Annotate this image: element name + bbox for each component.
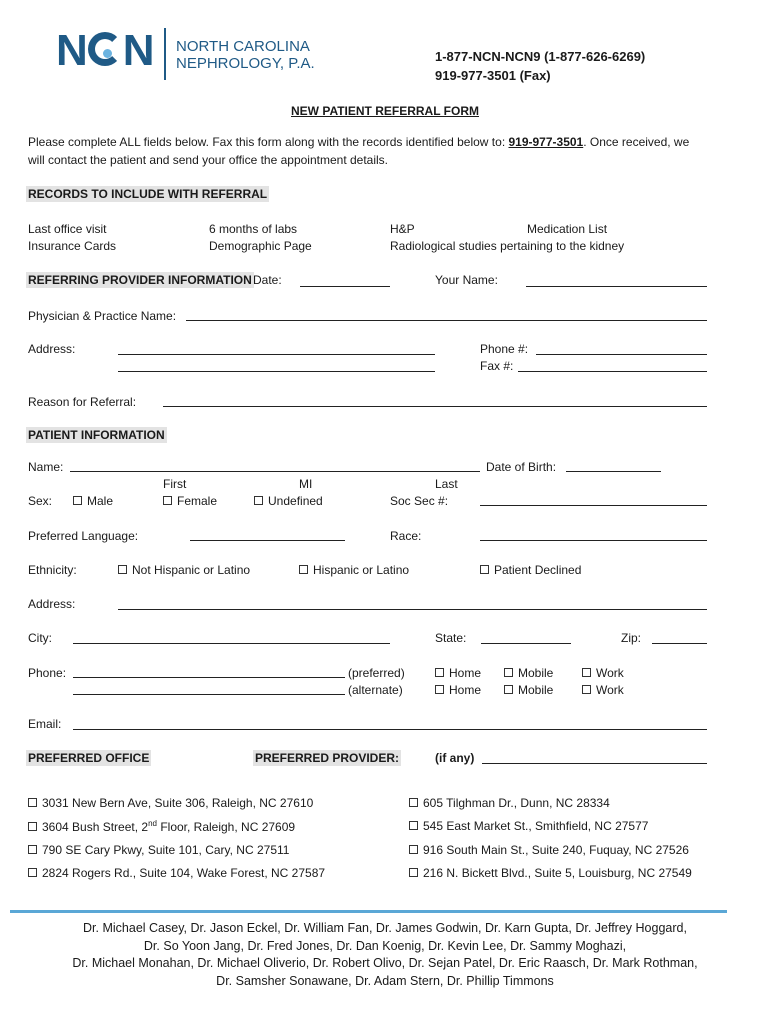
physician-list (0, 920, 770, 990)
name-last-caption: Last (435, 477, 458, 491)
office-option[interactable]: 605 Tilghman Dr., Dunn, NC 28334 (409, 796, 610, 810)
checkbox-icon[interactable] (118, 565, 127, 574)
checkbox-icon[interactable] (73, 496, 82, 505)
intro-line2: will contact the patient and send your office the appointment details. (28, 153, 389, 167)
contact-fax: 919-977-3501 (Fax) (435, 68, 551, 83)
patient-phone-alternate-field[interactable] (73, 694, 345, 695)
checkbox-icon[interactable] (435, 685, 444, 694)
office-option[interactable]: 790 SE Cary Pkwy, Suite 101, Cary, NC 27511 (28, 843, 289, 857)
checkbox-icon[interactable] (28, 868, 37, 877)
checkbox-icon[interactable] (409, 821, 418, 830)
checkbox-icon[interactable] (28, 798, 37, 807)
checkbox-icon[interactable] (582, 685, 591, 694)
office-option[interactable]: 3604 Bush Street, 2nd Floor, Raleigh, NC 27609 (28, 819, 295, 834)
name-mi-caption: MI (299, 477, 313, 491)
dob-field[interactable] (566, 471, 661, 472)
record-item: Demographic Page (209, 239, 312, 253)
checkbox-icon[interactable] (28, 822, 37, 831)
ethnicity-option-hispanic[interactable]: Hispanic or Latino (299, 563, 409, 577)
record-item: H&P (390, 222, 415, 236)
physician-list-line: Dr. So Yoon Jang, Dr. Fred Jones, Dr. Dan Koenig, Dr. Kevin Lee, Dr. Sammy Moghazi, (143, 938, 627, 953)
phone1-type-work[interactable]: Work (582, 666, 624, 680)
provider-fax-label: Fax #: (480, 359, 514, 373)
provider-address-field-1[interactable] (118, 354, 435, 355)
office-option[interactable]: 916 South Main St., Suite 240, Fuquay, NC 27526 (409, 843, 689, 857)
logo-name-line2: NEPHROLOGY, P.A. (176, 55, 315, 72)
intro-line1: Please complete ALL fields below. Fax this form along with the records identified below to: 919-977-3501. Once received, we (28, 135, 690, 149)
provider-your-name-label: Your Name: (435, 273, 498, 287)
checkbox-icon[interactable] (504, 668, 513, 677)
office-heading: PREFERRED OFFICE (28, 751, 150, 765)
checkbox-icon[interactable] (254, 496, 263, 505)
zip-field[interactable] (652, 643, 707, 644)
provider-phone-field[interactable] (536, 354, 707, 355)
patient-address-label: Address: (28, 597, 76, 611)
race-field[interactable] (480, 540, 707, 541)
patient-name-field[interactable] (70, 471, 480, 472)
phone2-type-home[interactable]: Home (435, 683, 481, 697)
record-item: Insurance Cards (28, 239, 117, 253)
checkbox-icon[interactable] (409, 845, 418, 854)
patient-name-label: Name: (28, 460, 64, 474)
contact-phone: 1-877-NCN-NCN9 (1-877-626-6269) (435, 49, 646, 64)
checkbox-icon[interactable] (480, 565, 489, 574)
provider-address-label: Address: (28, 342, 76, 356)
record-item: Medication List (527, 222, 608, 236)
logo-name-line1: NORTH CAROLINA (176, 38, 310, 55)
logo-c-icon (88, 32, 122, 66)
physician-list-line: Dr. Michael Monahan, Dr. Michael Oliverio, Dr. Robert Olivo, Dr. Sejan Patel, Dr. Eric Raasch, Dr. Mark Rothman, (72, 956, 698, 970)
checkbox-icon[interactable] (163, 496, 172, 505)
record-item: Last office visit (28, 222, 107, 236)
if-any-label: (if any) (435, 751, 475, 765)
provider-phone-label: Phone #: (480, 342, 529, 356)
patient-heading: PATIENT INFORMATION (28, 428, 165, 442)
office-option[interactable]: 3031 New Bern Ave, Suite 306, Raleigh, NC 27610 (28, 796, 313, 810)
checkbox-icon[interactable] (582, 668, 591, 677)
provider-fax-field[interactable] (518, 371, 707, 372)
physician-list-line: Dr. Michael Casey, Dr. Jason Eckel, Dr. William Fan, Dr. James Godwin, Dr. Karn Gupta, Dr. Jeffrey Hoggard, (83, 921, 687, 935)
patient-address-field[interactable] (118, 609, 707, 610)
office-option[interactable]: 216 N. Bickett Blvd., Suite 5, Louisburg, NC 27549 (409, 866, 692, 880)
checkbox-icon[interactable] (409, 798, 418, 807)
state-field[interactable] (481, 643, 571, 644)
checkbox-icon[interactable] (299, 565, 308, 574)
checkbox-icon[interactable] (435, 668, 444, 677)
office-option[interactable]: 545 East Market St., Smithfield, NC 27577 (409, 819, 648, 833)
form-title: NEW PATIENT REFERRAL FORM (291, 104, 479, 118)
patient-phone-label: Phone: (28, 666, 67, 680)
logo-ncn: N N (56, 26, 154, 75)
race-label: Race: (390, 529, 422, 543)
soc-sec-label: Soc Sec #: (390, 494, 449, 508)
ethnicity-option-not-hispanic[interactable]: Not Hispanic or Latino (118, 563, 250, 577)
intro-fax-number: 919-977-3501 (508, 135, 584, 149)
physician-label: Physician & Practice Name: (28, 309, 177, 323)
sex-label: Sex: (28, 494, 53, 508)
phone1-type-home[interactable]: Home (435, 666, 481, 680)
city-field[interactable] (73, 643, 390, 644)
sex-option-female[interactable]: Female (163, 494, 217, 508)
provider-your-name-field[interactable] (526, 286, 707, 287)
city-label: City: (28, 631, 52, 645)
provider-date-label: Date: (253, 273, 282, 287)
record-item: Radiological studies pertaining to the kidney (390, 239, 625, 253)
email-field[interactable] (73, 729, 707, 730)
preferred-provider-field[interactable] (482, 763, 707, 764)
provider-heading: REFERRING PROVIDER INFORMATION (28, 273, 252, 287)
language-label: Preferred Language: (28, 529, 139, 543)
ethnicity-label: Ethnicity: (28, 563, 77, 577)
phone1-type-mobile[interactable]: Mobile (504, 666, 553, 680)
name-first-caption: First (163, 477, 187, 491)
patient-phone-preferred-field[interactable] (73, 677, 345, 678)
provider-address-field-2[interactable] (118, 371, 435, 372)
sex-option-undefined[interactable]: Undefined (254, 494, 323, 508)
sex-option-male[interactable]: Male (73, 494, 113, 508)
state-label: State: (435, 631, 467, 645)
email-label: Email: (28, 717, 62, 731)
phone2-type-work[interactable]: Work (582, 683, 624, 697)
phone2-type-mobile[interactable]: Mobile (504, 683, 553, 697)
physician-field[interactable] (186, 320, 707, 321)
ethnicity-option-declined[interactable]: Patient Declined (480, 563, 581, 577)
checkbox-icon[interactable] (28, 845, 37, 854)
provider-date-field[interactable] (300, 286, 390, 287)
reason-label: Reason for Referral: (28, 395, 137, 409)
reason-field[interactable] (163, 406, 707, 407)
records-heading: RECORDS TO INCLUDE WITH REFERRAL (28, 187, 268, 201)
record-item: 6 months of labs (209, 222, 298, 236)
zip-label: Zip: (621, 631, 642, 645)
soc-sec-field[interactable] (480, 505, 707, 506)
checkbox-icon[interactable] (504, 685, 513, 694)
physician-list-line: Dr. Samsher Sonawane, Dr. Adam Stern, Dr. Phillip Timmons (216, 973, 554, 988)
provider-pref-heading: PREFERRED PROVIDER: (255, 751, 400, 765)
phone-preferred-caption: (preferred) (348, 666, 405, 680)
checkbox-icon[interactable] (409, 868, 418, 877)
footer-divider (10, 910, 727, 913)
language-field[interactable] (190, 540, 345, 541)
dob-label: Date of Birth: (486, 460, 557, 474)
phone-alternate-caption: (alternate) (348, 683, 403, 697)
office-option[interactable]: 2824 Rogers Rd., Suite 104, Wake Forest, NC 27587 (28, 866, 325, 880)
